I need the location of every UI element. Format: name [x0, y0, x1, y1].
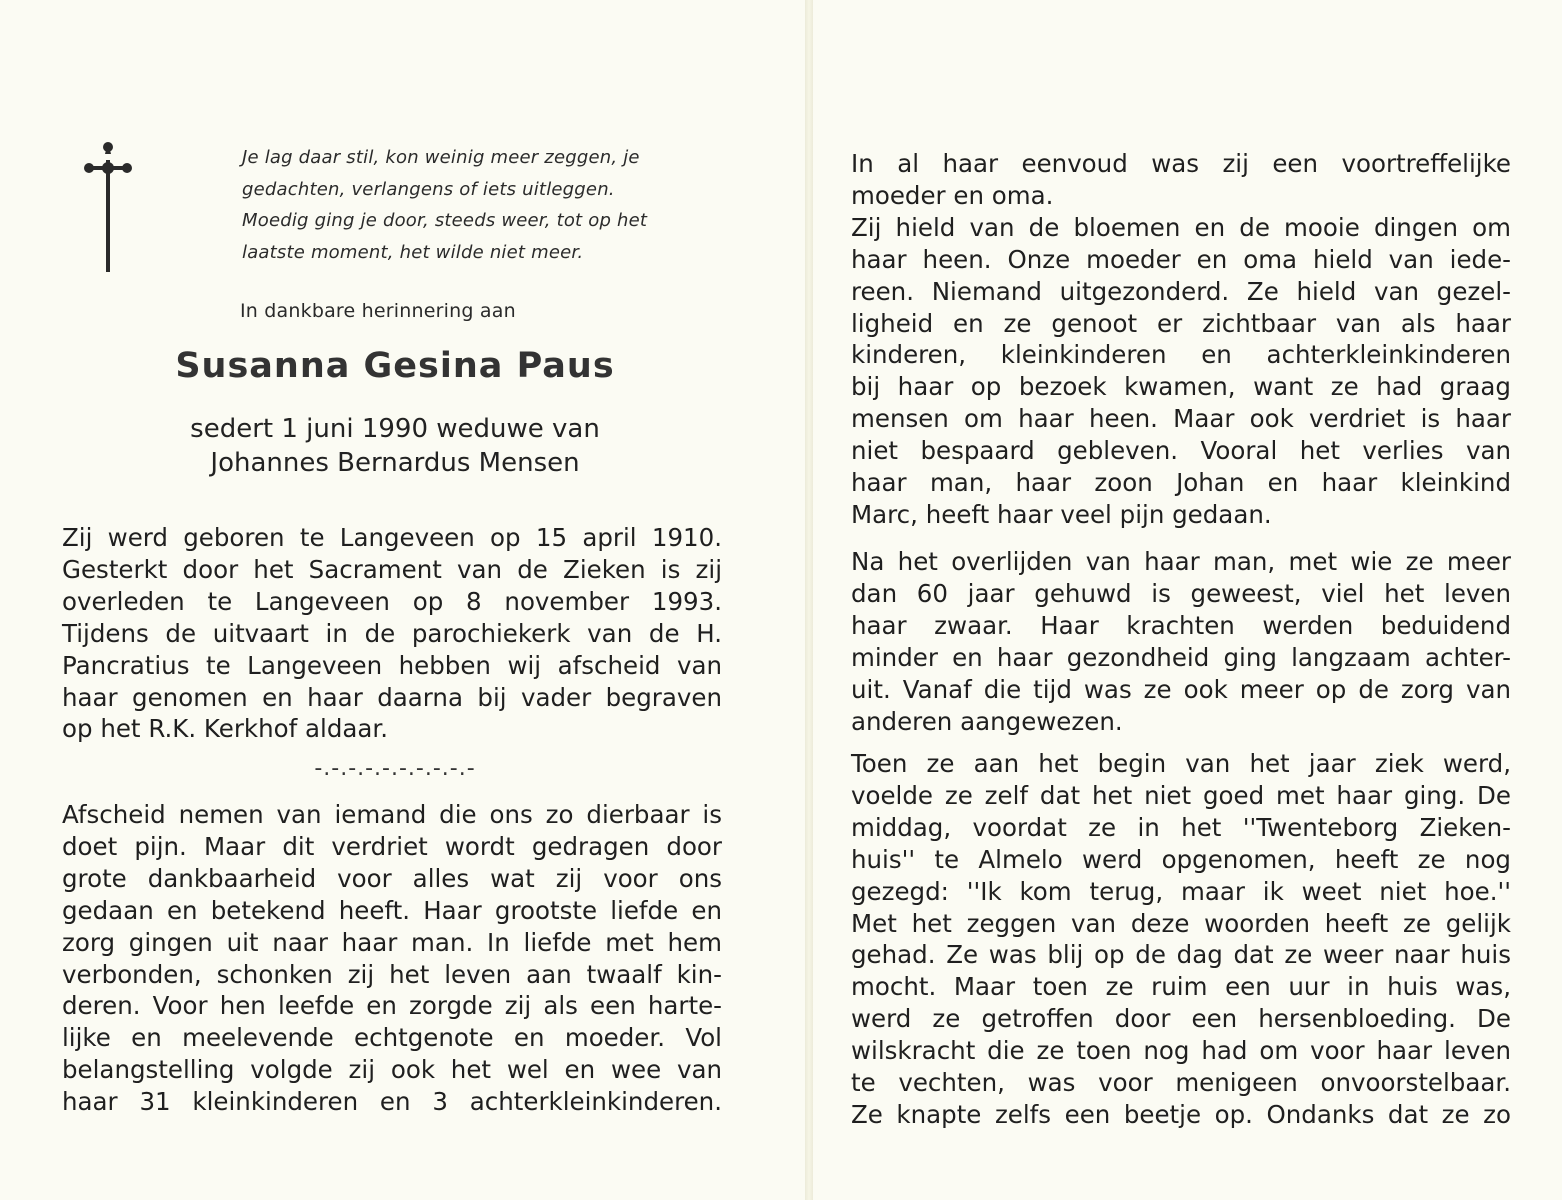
- text-line: op het R.K. Kerkhof aldaar.: [62, 714, 389, 744]
- text-line: haar man, haar zoon Johan en haar kleinkind: [851, 468, 1511, 498]
- text-line: gehad. Ze was blij op de dag dat ze weer naar huis: [851, 940, 1511, 970]
- widow-line: sedert 1 juni 1990 weduwe van: [190, 414, 600, 444]
- text-line: middag, voordat ze in het ''Twenteborg Zieken-: [851, 812, 1511, 842]
- widow-statement: [0, 412, 790, 480]
- text-line: kinderen, kleinkinderen en achterkleinkinderen: [851, 340, 1511, 370]
- text-line: werd ze getroffen door een hersenbloeding. De: [851, 1004, 1511, 1034]
- poem-line: laatste moment, het wilde niet meer.: [242, 241, 584, 263]
- text-line: bij haar op bezoek kwamen, want ze had graag: [851, 372, 1511, 402]
- text-line: overleden te Langeveen op 8 november 1993.: [62, 586, 722, 616]
- text-line: te vechten, was voor menigeen onvoorstelbaar.: [851, 1068, 1511, 1098]
- text-line: mocht. Maar toen ze ruim een uur in huis was,: [851, 972, 1511, 1002]
- birth-death-paragraph: [62, 522, 722, 745]
- text-line: lijke en meelevende echtgenote en moeder. Vol: [62, 1023, 722, 1053]
- text-line: Pancratius te Langeveen hebben wij afscheid van: [62, 650, 722, 680]
- widow-line: Johannes Bernardus Mensen: [210, 448, 580, 478]
- remembrance-heading: In dankbare herinnering aan: [240, 300, 516, 322]
- illness-paragraph: [851, 748, 1511, 1131]
- text-line: reen. Niemand uitgezonderd. Ze hield van gezel-: [851, 276, 1511, 306]
- poem-line: Moedig ging je door, steeds weer, tot op het: [242, 210, 648, 232]
- memorial-poem: [242, 142, 742, 268]
- text-line: Na het overlijden van haar man, met wie ze meer: [851, 547, 1511, 576]
- cross-icon: [84, 140, 132, 272]
- text-line: anderen aangewezen.: [851, 706, 1123, 736]
- page-gutter: [805, 0, 813, 1200]
- text-line: Gesterkt door het Sacrament van de Zieken is zij: [62, 554, 722, 584]
- text-line: gezegd: ''Ik kom terug, maar ik weet niet hoe.'': [851, 876, 1511, 906]
- text-line: haar genomen en haar daarna bij vader begraven: [62, 682, 722, 712]
- text-line: deren. Voor hen leefde en zorgde zij als een harte-: [62, 991, 722, 1021]
- text-line: Afscheid nemen van iemand die ons zo dierbaar is: [62, 800, 722, 829]
- text-line: Toen ze aan het begin van het jaar ziek werd,: [851, 749, 1511, 778]
- text-line: moeder en oma.: [851, 180, 1054, 210]
- text-line: uit. Vanaf die tijd was ze ook meer op de zorg van: [851, 674, 1511, 704]
- text-line: haar 31 kleinkinderen en 3 achterkleinkinderen.: [62, 1087, 722, 1117]
- character-paragraph: [851, 148, 1511, 531]
- text-line: grote dankbaarheid voor alles wat zij voor ons: [62, 863, 722, 893]
- text-line: belangstelling volgde zij ook het wel en wee van: [62, 1055, 722, 1085]
- text-line: haar zwaar. Haar krachten werden beduidend: [851, 610, 1511, 640]
- text-line: huis'' te Almelo werd opgenomen, heeft ze nog: [851, 844, 1511, 874]
- farewell-paragraph: [62, 799, 722, 1118]
- text-line: Marc, heeft haar veel pijn gedaan.: [851, 499, 1272, 529]
- text-line: Zij hield van de bloemen en de mooie dingen om: [851, 212, 1511, 242]
- text-line: Met het zeggen van deze woorden heeft ze gelijk: [851, 908, 1511, 938]
- text-line: mensen om haar heen. Maar ook verdriet is haar: [851, 404, 1511, 434]
- text-line: dan 60 jaar gehuwd is geweest, viel het leven: [851, 578, 1511, 608]
- text-line: ligheid en ze genoot er zichtbaar van als haar: [851, 308, 1511, 338]
- text-line: Zij werd geboren te Langeveen op 15 april 1910.: [62, 523, 722, 552]
- section-separator: -.-.-.-.-.-.-.-.-.-: [314, 756, 476, 781]
- poem-line: Je lag daar stil, kon weinig meer zeggen, je: [242, 147, 640, 168]
- poem-line: gedachten, verlangens of iets uitleggen.: [242, 178, 615, 200]
- text-line: verbonden, schonken zij het leven aan twaalf kin-: [62, 959, 722, 989]
- text-line: wilskracht die ze toen nog had om voor haar leven: [851, 1036, 1511, 1066]
- widowhood-paragraph: [851, 546, 1511, 737]
- text-line: zorg gingen uit naar haar man. In liefde met hem: [62, 927, 722, 957]
- text-line: voelde ze zelf dat het niet goed met haar ging. De: [851, 780, 1511, 810]
- text-line: niet bespaard gebleven. Vooral het verlies van: [851, 436, 1511, 466]
- text-line: minder en haar gezondheid ging langzaam achter-: [851, 642, 1511, 672]
- deceased-name: Susanna Gesina Paus: [175, 346, 615, 386]
- text-line: Tijdens de uitvaart in de parochiekerk van de H.: [62, 618, 722, 648]
- text-line: doet pijn. Maar dit verdriet wordt gedragen door: [62, 831, 722, 861]
- text-line: In al haar eenvoud was zij een voortreffelijke: [851, 149, 1511, 178]
- text-line: gedaan en betekend heeft. Haar grootste liefde en: [62, 895, 722, 925]
- text-line: Ze knapte zelfs een beetje op. Ondanks dat ze zo: [851, 1099, 1511, 1129]
- text-line: haar heen. Onze moeder en oma hield van iede-: [851, 244, 1511, 274]
